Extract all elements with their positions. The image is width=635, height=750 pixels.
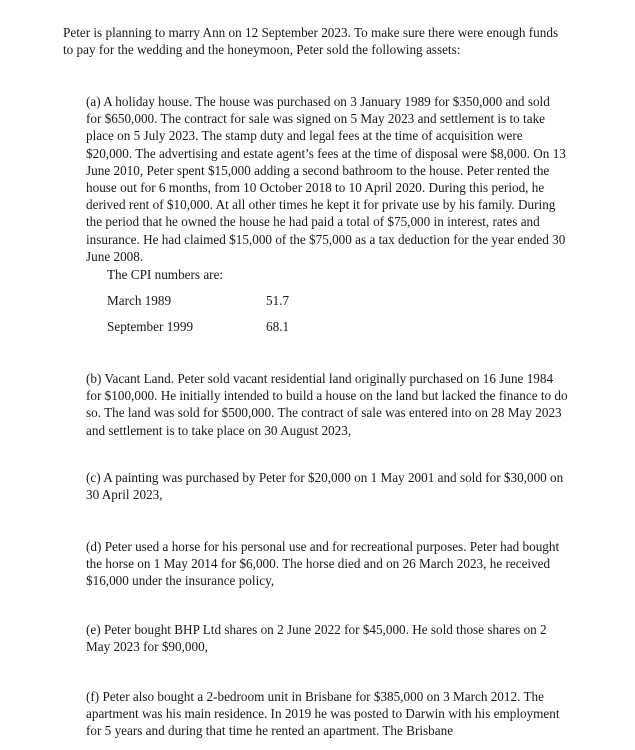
item-f-label: (f)	[86, 689, 100, 704]
item-b	[86, 370, 568, 439]
item-e-text: Peter bought BHP Ltd shares on 2 June 2022 for $45,000. He sold those shares on 2 May 2023 for $90,000,	[86, 622, 547, 655]
item-a-text: A holiday house. The house was purchased on 3 January 1989 for $350,000 and sold for $650,000. The contract for sale was signed on 5 May 2023 and settlement is to take place on 5 July 2023. The stamp duty and legal fees at the time of acquisition were $20,000. The advertising and estate agent’s fees at the time of disposal were $8,000. On 13 June 2010, Peter spent $15,000 adding a second bathroom to the house. Peter rented the house out for 6 months, from 10 October 2018 to 10 April 2020. During this period, he derived rent of $10,000. At all other times he kept it for private use by his family. During the period that he owned the house he had paid a total of $75,000 in interest, rates and insurance. He had claimed $15,000 of the $75,000 as a tax deduction for the year ended 30 June 2008.	[86, 94, 566, 264]
item-e-label: (e)	[86, 622, 101, 637]
cpi-value: 68.1	[266, 319, 290, 334]
item-c	[86, 469, 568, 503]
cpi-date: September 1999	[107, 319, 194, 334]
item-d-text: Peter used a horse for his personal use and for recreational purposes. Peter had bought the horse on 1 May 2014 for $6,000. The horse died and on 26 March 2023, he received $16,000 under the insurance policy,	[86, 539, 560, 589]
intro-paragraph: Peter is planning to marry Ann on 12 September 2023. To make sure there were enough funds to pay for the wedding and the honeymoon, Peter sold the following assets:	[63, 25, 559, 58]
item-a	[86, 93, 568, 265]
item-b-label: (b)	[86, 371, 102, 386]
item-a-label: (a)	[86, 94, 101, 109]
item-c-text: A painting was purchased by Peter for $20,000 on 1 May 2001 and sold for $30,000 on 30 April 2023,	[86, 470, 564, 503]
item-f-text: Peter also bought a 2-bedroom unit in Brisbane for $385,000 on 3 March 2012. The apartment was his main residence. In 2019 he was posted to Darwin with his employment for 5 years and during that time he rented an apartment. The Brisbane	[86, 689, 560, 739]
item-f	[86, 688, 568, 740]
cpi-row	[107, 292, 407, 310]
cpi-value: 51.7	[266, 293, 290, 308]
item-e	[86, 621, 568, 655]
cpi-title: The CPI numbers are:	[107, 267, 224, 282]
item-d-label: (d)	[86, 539, 102, 554]
item-b-text: Vacant Land. Peter sold vacant residential land originally purchased on 16 June 1984 for $100,000. He initially intended to build a house on the land but lacked the finance to do so. The land was sold for $500,000. The contract of sale was entered into on 28 May 2023 and settlement is to take place on 30 August 2023,	[86, 371, 568, 438]
item-c-label: (c)	[86, 470, 101, 485]
item-d	[86, 538, 568, 590]
cpi-row	[107, 318, 407, 336]
cpi-date: March 1989	[107, 293, 172, 308]
